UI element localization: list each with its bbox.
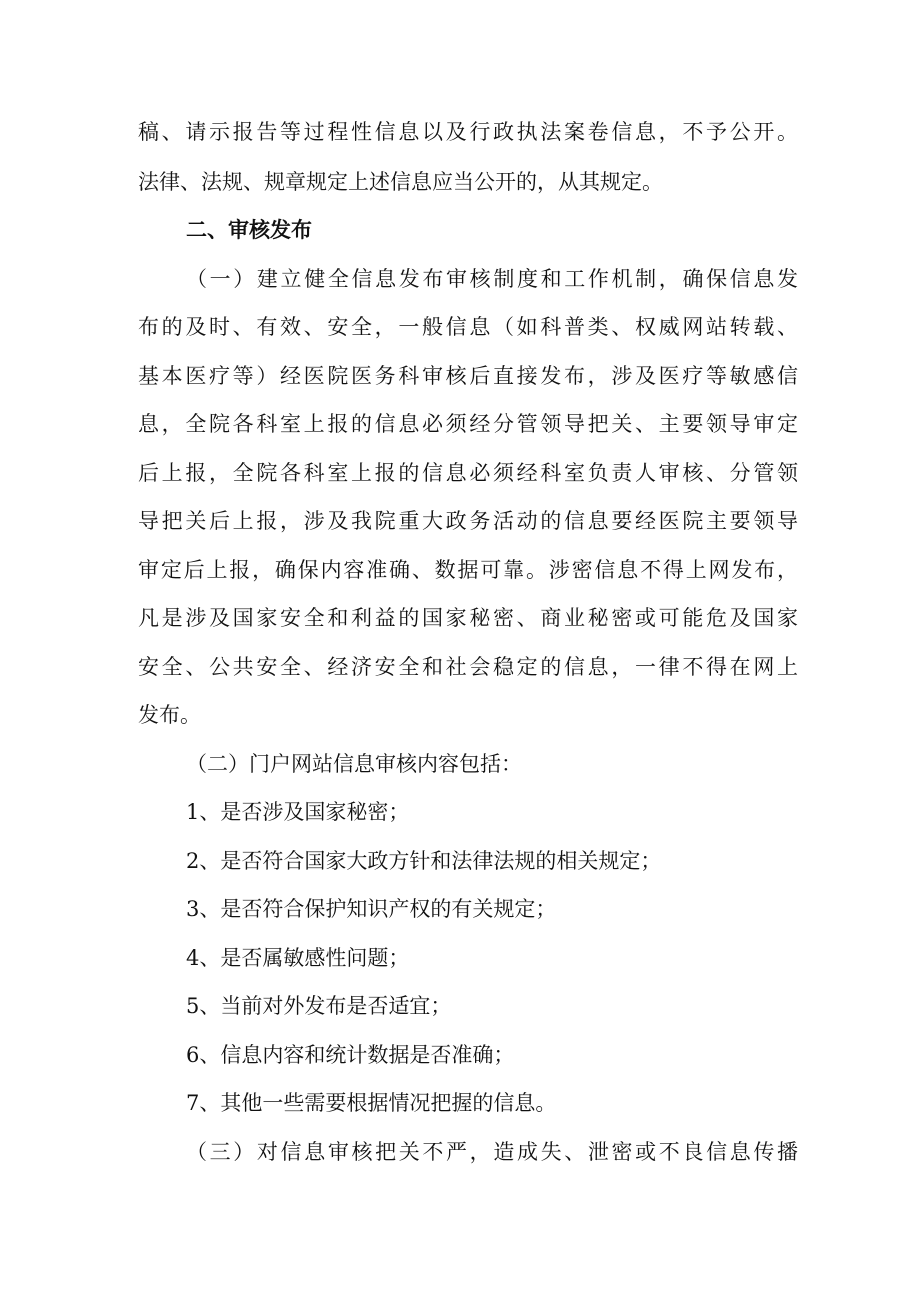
paragraph-line: 基本医疗等）经医院医务科审核后直接发布，涉及医疗等敏感信	[138, 364, 798, 388]
paragraph-intro: （二）门户网站信息审核内容包括：	[186, 752, 522, 776]
paragraph-line: 审定后上报，确保内容准确、数据可靠。涉密信息不得上网发布，	[138, 558, 798, 582]
list-item: 7、其他一些需要根据情况把握的信息。	[186, 1091, 557, 1115]
paragraph-line: 安全、公共安全、经济安全和社会稳定的信息，一律不得在网上	[138, 655, 798, 679]
paragraph-line: 布的及时、有效、安全，一般信息（如科普类、权威网站转载、	[138, 315, 798, 339]
list-item: 2、是否符合国家大政方针和法律法规的相关规定；	[186, 849, 662, 873]
list-item: 3、是否符合保护知识产权的有关规定；	[186, 897, 557, 921]
list-item: 1、是否涉及国家秘密；	[186, 800, 410, 824]
list-item: 6、信息内容和统计数据是否准确；	[186, 1043, 515, 1067]
list-item: 4、是否属敏感性问题；	[186, 946, 410, 970]
continuation-line: 法律、法规、规章规定上述信息应当公开的，从其规定。	[138, 170, 663, 194]
paragraph-line: 导把关后上报，涉及我院重大政务活动的信息要经医院主要领导	[138, 509, 798, 533]
continuation-line: 稿、请示报告等过程性信息以及行政执法案卷信息，不予公开。	[138, 120, 798, 144]
paragraph-line: （一）建立健全信息发布审核制度和工作机制，确保信息发	[186, 267, 798, 291]
paragraph-line: 后上报，全院各科室上报的信息必须经科室负责人审核、分管领	[138, 461, 798, 485]
paragraph-line: 凡是涉及国家安全和利益的国家秘密、商业秘密或可能危及国家	[138, 606, 798, 630]
paragraph-line: （三）对信息审核把关不严，造成失、泄密或不良信息传播	[186, 1140, 798, 1164]
paragraph-line: 发布。	[138, 703, 201, 727]
paragraph-line: 息，全院各科室上报的信息必须经分管领导把关、主要领导审定	[138, 412, 798, 436]
section-heading: 二、审核发布	[186, 218, 312, 242]
list-item: 5、当前对外发布是否适宜；	[186, 994, 452, 1018]
